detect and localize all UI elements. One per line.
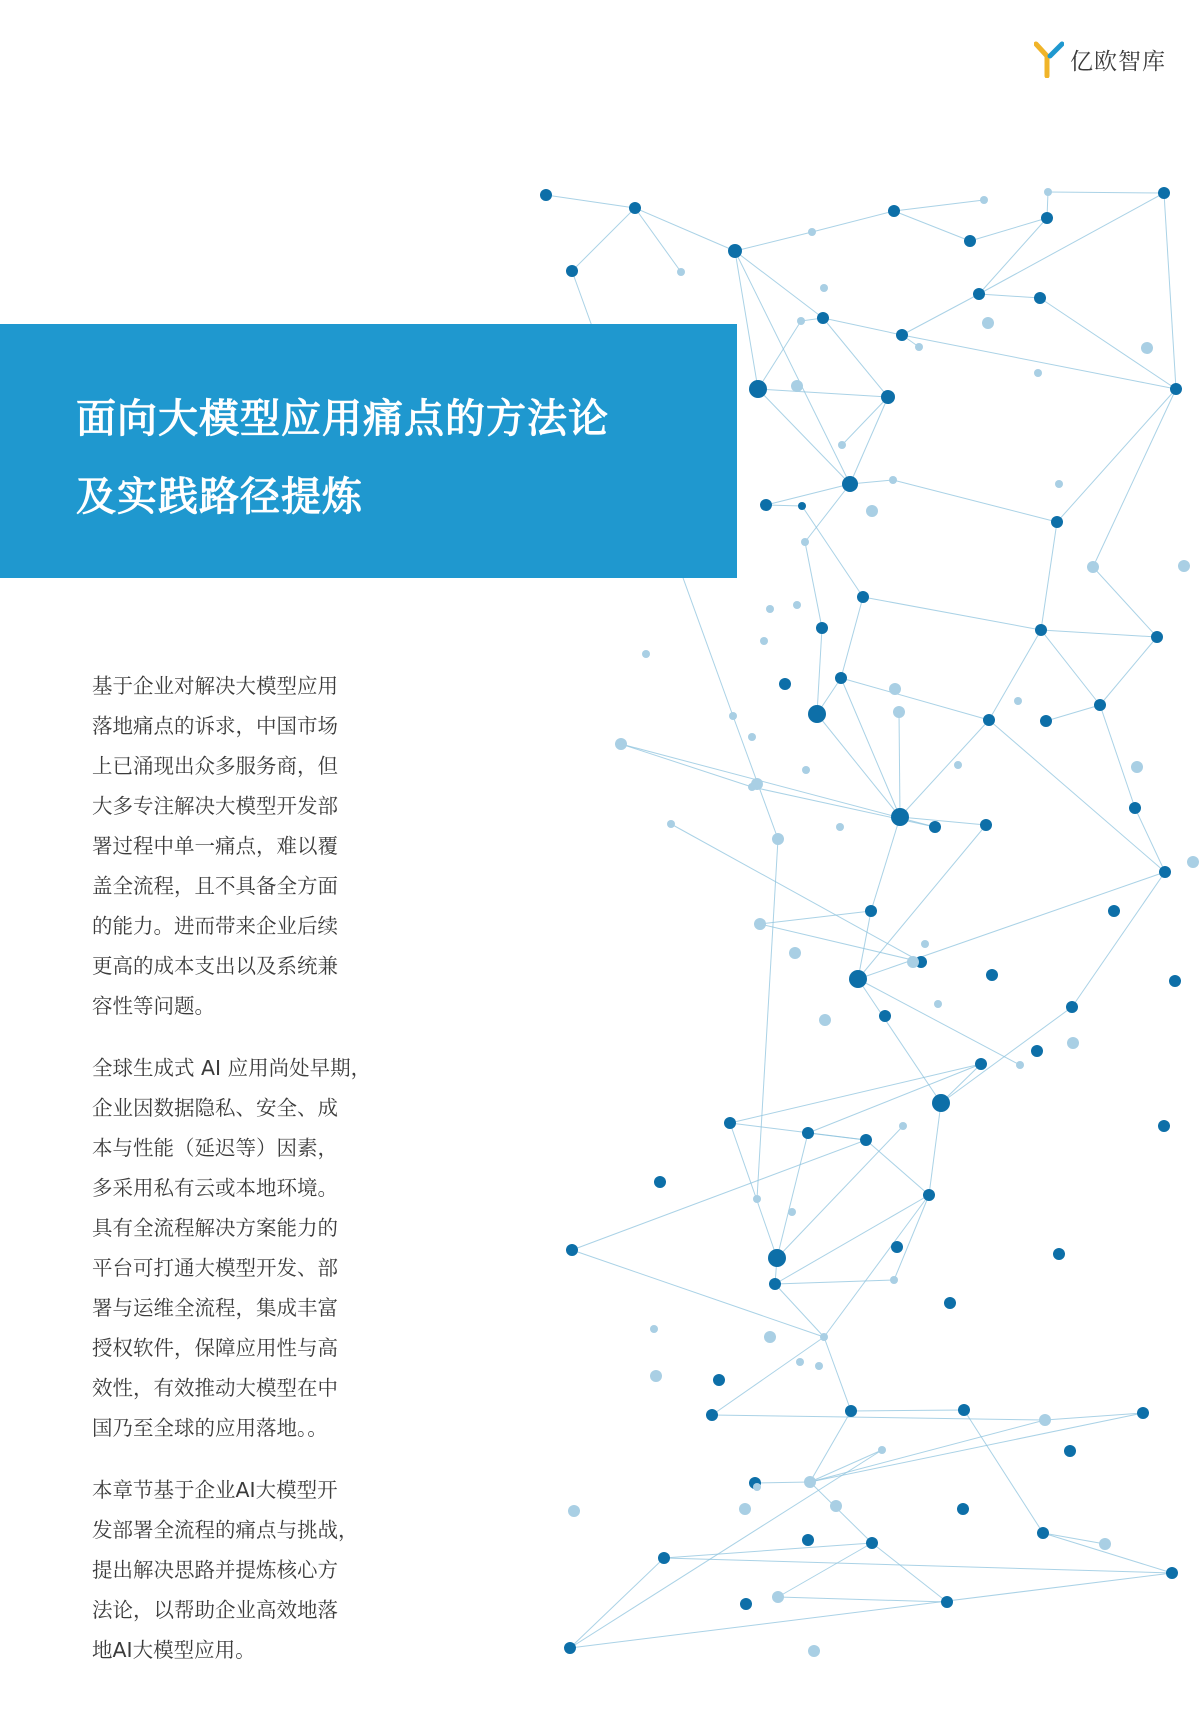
network-node	[921, 940, 929, 948]
network-link	[621, 744, 935, 827]
network-node	[878, 1446, 886, 1454]
network-link	[1100, 705, 1135, 808]
network-node	[629, 202, 641, 214]
network-node	[779, 678, 791, 690]
network-link	[1093, 389, 1176, 567]
network-link	[866, 1140, 929, 1195]
network-node	[986, 969, 998, 981]
network-link	[760, 911, 871, 924]
network-node	[915, 343, 923, 351]
network-node	[772, 1591, 784, 1603]
network-link	[570, 1558, 664, 1648]
network-link	[824, 1337, 851, 1411]
network-node	[654, 1176, 666, 1188]
network-node	[1067, 1037, 1079, 1049]
network-node	[791, 380, 803, 392]
network-link	[546, 195, 635, 208]
network-node	[658, 1552, 670, 1564]
network-node	[1034, 292, 1046, 304]
network-node	[958, 1404, 970, 1416]
network-node	[1066, 1001, 1078, 1013]
network-node	[808, 228, 816, 236]
network-link	[858, 979, 1020, 1065]
network-node	[891, 808, 909, 826]
network-node	[1034, 369, 1042, 377]
network-node	[934, 1000, 942, 1008]
network-link	[810, 1420, 1045, 1482]
network-node	[1159, 866, 1171, 878]
network-link	[570, 1573, 1172, 1648]
network-link	[760, 924, 921, 962]
network-node	[1141, 342, 1153, 354]
network-link	[775, 1280, 894, 1284]
network-node	[808, 1645, 820, 1657]
network-link	[1164, 193, 1176, 389]
paragraph-3	[92, 1470, 392, 1670]
network-link	[778, 1543, 872, 1597]
network-node	[893, 706, 905, 718]
network-node	[923, 1189, 935, 1201]
network-node	[724, 1117, 736, 1129]
network-link	[1041, 630, 1157, 637]
network-node	[1178, 560, 1190, 572]
logo-text: 亿欧智库	[1070, 48, 1166, 75]
network-node	[642, 650, 650, 658]
network-node	[957, 1503, 969, 1515]
network-node	[865, 905, 877, 917]
network-link	[858, 872, 1165, 979]
network-node	[804, 1476, 816, 1488]
text-line: 国乃至全球的应用落地。。	[92, 1416, 328, 1440]
network-node	[1170, 383, 1182, 395]
chapter-title-line: 面向大模型应用痛点的方法论	[76, 396, 609, 442]
network-node	[728, 244, 742, 258]
network-node	[1051, 516, 1063, 528]
network-link	[757, 839, 778, 1199]
network-node	[667, 820, 675, 828]
network-link	[805, 542, 822, 628]
text-line: 多采用私有云或本地环境。	[92, 1176, 338, 1200]
network-link	[871, 817, 900, 911]
network-link	[893, 480, 1057, 522]
network-link	[758, 389, 888, 397]
network-node	[1129, 802, 1141, 814]
network-node	[941, 1596, 953, 1608]
text-line: 上已涌现出众多服务商，但	[92, 754, 338, 778]
network-node	[891, 1241, 903, 1253]
network-node	[766, 605, 774, 613]
text-line: 提出解决思路并提炼核心方	[92, 1558, 338, 1582]
network-link	[712, 1337, 824, 1415]
paragraph-1	[92, 666, 392, 1026]
network-node	[836, 823, 844, 831]
network-node	[764, 1331, 776, 1343]
network-link	[810, 1482, 872, 1543]
text-line: 的能力。进而带来企业后续	[92, 914, 338, 938]
network-node	[820, 284, 828, 292]
network-node	[772, 833, 784, 845]
network-node	[739, 1503, 751, 1515]
network-link	[894, 1195, 929, 1280]
network-link	[841, 678, 900, 817]
network-link	[778, 1597, 947, 1602]
network-node	[788, 1208, 796, 1216]
network-node	[706, 1409, 718, 1421]
network-link	[941, 1007, 1072, 1103]
network-node	[819, 1014, 831, 1026]
text-line: 落地痛点的诉求，中国市场	[92, 714, 338, 738]
network-link	[899, 712, 900, 817]
network-node	[1131, 761, 1143, 773]
network-node	[566, 265, 578, 277]
network-link	[1093, 567, 1157, 637]
network-node	[964, 235, 976, 247]
network-link	[810, 1413, 1143, 1482]
network-link	[1057, 389, 1176, 522]
network-node	[1137, 1407, 1149, 1419]
network-node	[820, 1333, 828, 1341]
network-node	[835, 672, 847, 684]
text-line: 具有全流程解决方案能力的	[92, 1216, 338, 1240]
network-node	[1187, 856, 1199, 868]
network-link	[894, 211, 970, 241]
text-line: 地AI大模型应用。	[92, 1638, 256, 1662]
network-node	[1151, 631, 1163, 643]
text-line: 署与运维全流程，集成丰富	[92, 1296, 338, 1320]
network-node	[889, 683, 901, 695]
network-link	[900, 720, 989, 817]
network-node	[568, 1505, 580, 1517]
text-line: 企业因数据隐私、安全、成	[92, 1096, 338, 1120]
network-link	[621, 744, 752, 787]
network-node	[650, 1370, 662, 1382]
network-link	[810, 1411, 851, 1482]
network-link	[730, 1123, 777, 1258]
network-node	[1035, 624, 1047, 636]
network-link	[841, 678, 989, 720]
network-node	[1037, 1527, 1049, 1539]
network-link	[964, 1410, 1043, 1533]
network-node	[842, 476, 858, 492]
network-node	[889, 476, 897, 484]
network-node	[751, 778, 763, 790]
text-line: 全球生成式 AI 应用尚处早期，	[92, 1056, 372, 1080]
network-node	[860, 1134, 872, 1146]
network-node	[980, 196, 988, 204]
text-line: 效性，有效推动大模型在中	[92, 1376, 338, 1400]
network-node	[980, 819, 992, 831]
network-node	[1169, 975, 1181, 987]
network-link	[1072, 872, 1165, 1007]
network-link	[894, 200, 984, 211]
network-link	[805, 484, 850, 542]
network-node	[866, 1537, 878, 1549]
network-node	[729, 712, 737, 720]
network-node	[796, 1358, 804, 1366]
network-node	[760, 637, 768, 645]
network-node	[1087, 561, 1099, 573]
network-node	[845, 1405, 857, 1417]
network-link	[850, 397, 888, 484]
logo-y-icon	[1034, 40, 1064, 78]
network-node	[798, 502, 806, 510]
network-link	[858, 911, 871, 979]
network-node	[890, 1276, 898, 1284]
network-link	[777, 1126, 903, 1258]
network-node	[830, 1500, 842, 1512]
network-node	[540, 189, 552, 201]
network-link	[1041, 522, 1057, 630]
network-node	[713, 1374, 725, 1386]
text-line: 发部署全流程的痛点与挑战，	[92, 1518, 359, 1542]
text-line: 盖全流程，且不具备全方面	[92, 874, 338, 898]
network-node	[753, 1195, 761, 1203]
network-link	[1046, 705, 1100, 721]
network-node	[1014, 697, 1022, 705]
network-link	[989, 630, 1041, 720]
network-link	[872, 1543, 947, 1602]
network-node	[789, 947, 801, 959]
network-link	[664, 1558, 1172, 1573]
network-node	[1055, 480, 1063, 488]
network-link	[979, 218, 1047, 294]
network-link	[570, 1450, 882, 1648]
network-link	[802, 506, 863, 597]
network-node	[615, 738, 627, 750]
network-link	[851, 1410, 964, 1411]
text-line: 平台可打通大模型开发、部	[92, 1256, 338, 1280]
network-node	[1094, 699, 1106, 711]
paragraph-2	[92, 1048, 392, 1448]
network-node	[888, 205, 900, 217]
network-node	[1166, 1567, 1178, 1579]
network-node	[566, 1244, 578, 1256]
network-link	[755, 1482, 810, 1483]
network-node	[983, 714, 995, 726]
network-node	[815, 1362, 823, 1370]
text-line: 法论，以帮助企业高效地落	[92, 1598, 338, 1622]
network-link	[733, 716, 778, 839]
network-node	[650, 1325, 658, 1333]
network-node	[975, 1058, 987, 1070]
network-link	[858, 825, 986, 979]
network-node	[838, 441, 846, 449]
network-node	[1016, 1061, 1024, 1069]
network-link	[808, 1133, 866, 1140]
text-line: 更高的成本支出以及系统兼	[92, 954, 338, 978]
network-node	[1039, 1414, 1051, 1426]
network-node	[1064, 1445, 1076, 1457]
network-link	[1041, 630, 1100, 705]
network-link	[712, 1415, 1045, 1420]
text-line: 大多专注解决大模型开发部	[92, 794, 338, 818]
network-link	[735, 251, 850, 484]
network-node	[932, 1094, 950, 1112]
network-node	[801, 538, 809, 546]
network-node	[879, 1010, 891, 1022]
network-node	[899, 1122, 907, 1130]
network-node	[1099, 1538, 1111, 1550]
chapter-title-line: 及实践路径提炼	[76, 474, 363, 520]
text-line: 基于企业对解决大模型应用	[92, 674, 338, 698]
network-link	[841, 597, 863, 678]
network-link	[735, 232, 812, 251]
network-link	[664, 1543, 872, 1558]
network-node	[849, 970, 867, 988]
network-link	[735, 251, 823, 318]
network-node	[740, 1598, 752, 1610]
network-node	[677, 268, 685, 276]
network-node	[802, 1534, 814, 1546]
chapter-banner	[0, 324, 737, 578]
network-link	[902, 294, 979, 335]
network-link	[735, 251, 758, 389]
network-node	[1108, 905, 1120, 917]
body-text	[92, 666, 392, 1692]
network-node	[749, 380, 767, 398]
network-node	[881, 390, 895, 404]
network-node	[1041, 212, 1053, 224]
text-line: 容性等问题。	[92, 994, 215, 1018]
network-node	[929, 821, 941, 833]
network-node	[768, 1249, 786, 1267]
network-node	[1158, 1120, 1170, 1132]
network-link	[863, 597, 1041, 630]
network-node	[808, 705, 826, 723]
network-link	[812, 211, 894, 232]
network-node	[760, 499, 772, 511]
network-link	[766, 484, 850, 505]
network-link	[1135, 808, 1165, 872]
network-node	[769, 1278, 781, 1290]
network-node	[817, 312, 829, 324]
network-node	[866, 505, 878, 517]
network-node	[754, 918, 766, 930]
network-node	[802, 1127, 814, 1139]
network-link	[758, 321, 801, 389]
network-link	[979, 193, 1164, 294]
network-node	[816, 622, 828, 634]
network-node	[907, 956, 919, 968]
network-link	[777, 1133, 808, 1258]
network-link	[758, 389, 850, 484]
network-link	[817, 714, 900, 817]
network-link	[842, 397, 888, 445]
network-link	[929, 1103, 941, 1195]
text-line: 本章节基于企业AI大模型开	[92, 1478, 338, 1502]
chapter-title	[76, 380, 697, 536]
text-line: 授权软件，保障应用性与高	[92, 1336, 338, 1360]
network-node	[954, 761, 962, 769]
network-link	[989, 720, 1165, 872]
network-link	[979, 294, 1040, 298]
text-line: 署过程中单一痛点，难以覆	[92, 834, 338, 858]
logo	[1034, 40, 1166, 78]
network-node	[564, 1642, 576, 1654]
network-link	[824, 1195, 929, 1337]
network-node	[896, 329, 908, 341]
network-node	[1044, 188, 1052, 196]
network-node	[982, 317, 994, 329]
network-link	[572, 208, 635, 271]
network-node	[797, 317, 805, 325]
network-node	[1031, 1045, 1043, 1057]
network-link	[970, 218, 1047, 241]
network-node	[1158, 187, 1170, 199]
network-node	[753, 1483, 761, 1491]
network-node	[944, 1297, 956, 1309]
network-link	[671, 824, 921, 962]
network-link	[1100, 637, 1157, 705]
network-node	[748, 733, 756, 741]
network-node	[857, 591, 869, 603]
network-node	[973, 288, 985, 300]
network-link	[572, 1140, 866, 1250]
network-node	[802, 766, 810, 774]
network-link	[572, 1250, 824, 1337]
network-node	[793, 601, 801, 609]
network-link	[1048, 192, 1164, 193]
network-node	[1040, 715, 1052, 727]
network-link	[775, 1195, 929, 1284]
network-node	[1053, 1248, 1065, 1260]
network-link	[817, 628, 822, 714]
text-line: 本与性能（延迟等）因素，	[92, 1136, 338, 1160]
